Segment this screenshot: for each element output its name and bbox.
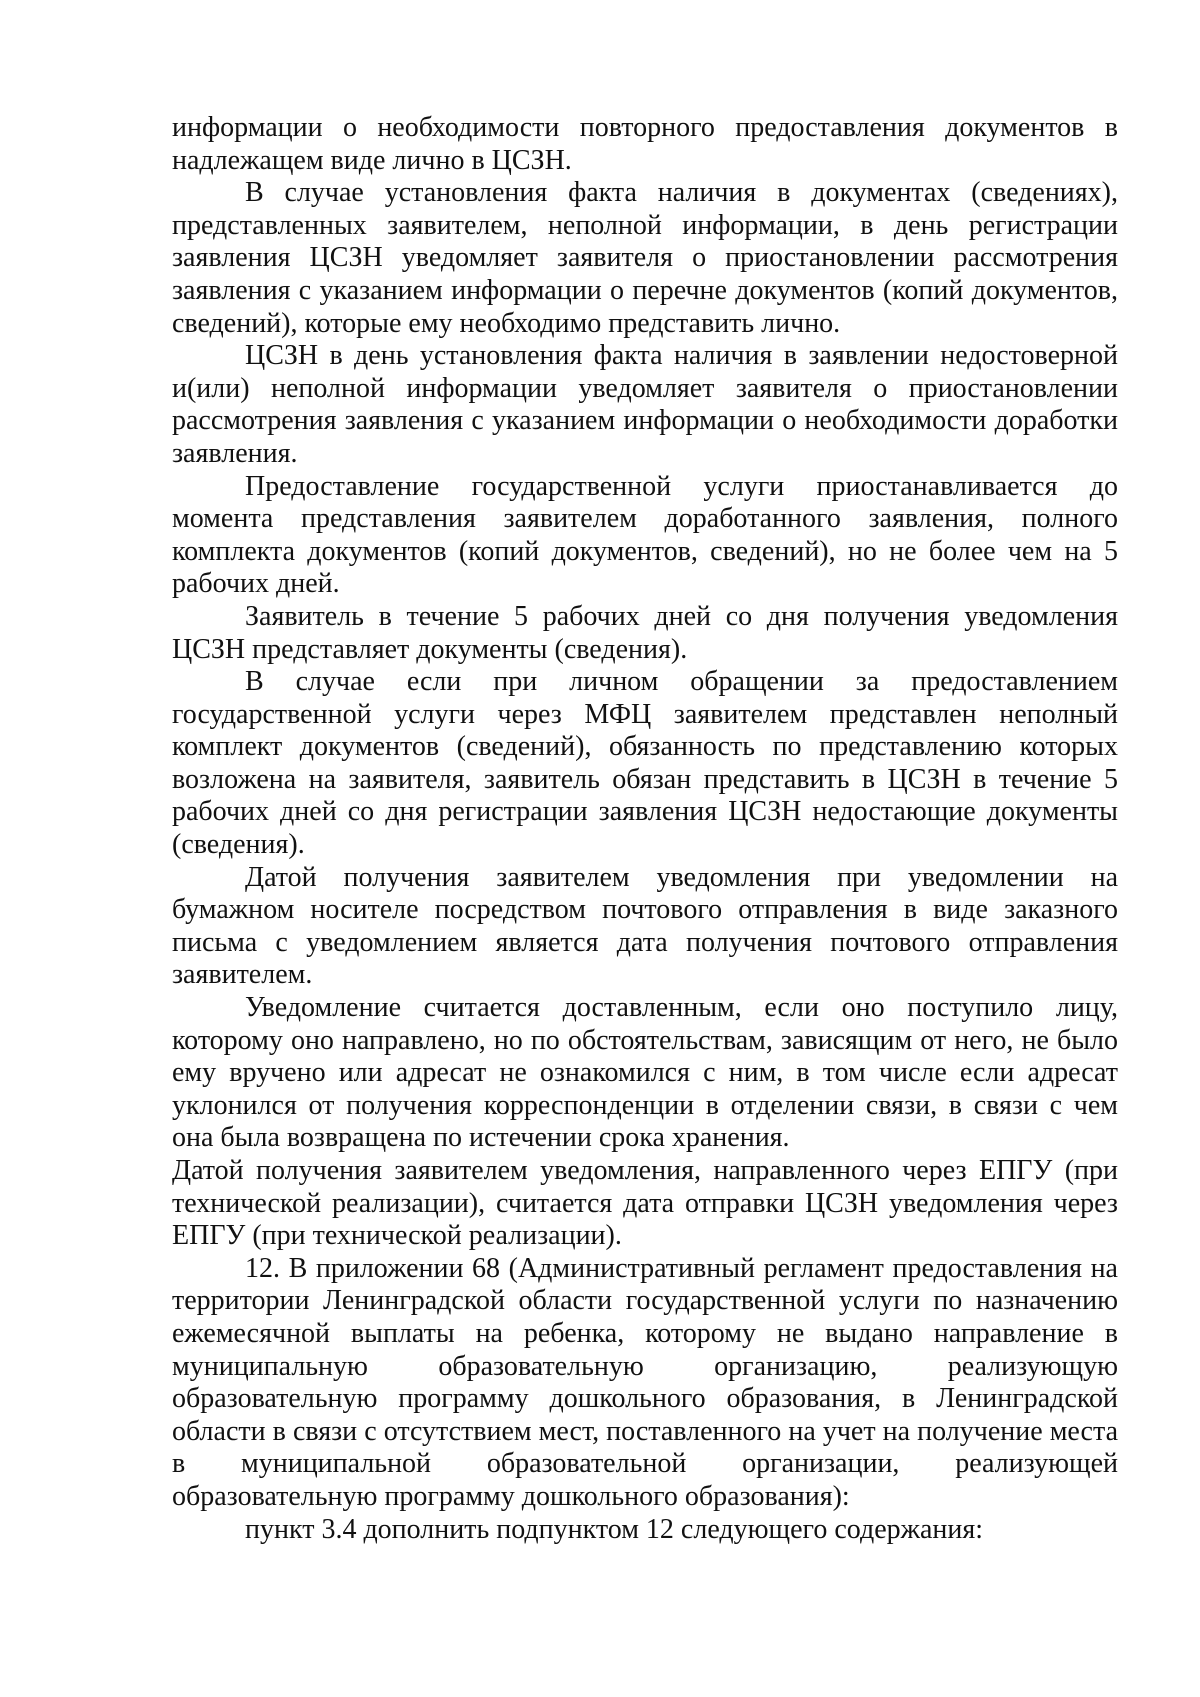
document-page bbox=[172, 112, 1118, 1546]
paragraph-unreliable-info: ЦСЗН в день установления факта наличия в заявлении недостоверной и(или) неполной информации уведомляет заявителя о приостановлении рассмотрения заявления с указанием информации о необходимости доработки заявления. bbox=[172, 340, 1118, 469]
paragraph-notice-delivered: Уведомление считается доставленным, если оно поступило лицу, которому оно направлено, но по обстоятельствам, зависящим от него, не было ему вручено или адресат не ознакомился с ним, в том числе если адресат уклонился от получения корреспонденции в отделении связи, в связи с чем она была возвращена по истечении срока хранения. bbox=[172, 992, 1118, 1154]
paragraph-clause-3-4: пункт 3.4 дополнить подпунктом 12 следующего содержания: bbox=[245, 1513, 984, 1545]
paragraph-paper-notice-date: Датой получения заявителем уведомления при уведомлении на бумажном носителе посредством почтового отправления в виде заказного письма с уведомлением является дата получения почтового отправления заявителем. bbox=[172, 861, 1118, 991]
paragraph-epgu-notice-date: Датой получения заявителем уведомления, направленного через ЕПГУ (при технической реализации), считается дата отправки ЦСЗН уведомления через ЕПГУ (при технической реализации). bbox=[172, 1155, 1118, 1252]
paragraph-suspension: Предоставление государственной услуги приостанавливается до момента представления заявителем доработанного заявления, полного комплекта документов (копий документов, сведений), но не более чем на 5 рабочих дней. bbox=[172, 470, 1118, 600]
paragraph-applicant-deadline: Заявитель в течение 5 рабочих дней со дня получения уведомления ЦСЗН представляет документы (сведения). bbox=[172, 600, 1118, 665]
paragraph-incomplete-info: В случае установления факта наличия в документах (сведениях), представленных заявителем, неполной информации, в день регистрации заявления ЦСЗН уведомляет заявителя о приостановлении рассмотрения заявления с указанием информации о перечне документов (копий документов, сведений), которые ему необходимо представить лично. bbox=[172, 177, 1118, 339]
paragraph-mfc-case: В случае если при личном обращении за предоставлением государственной услуги через МФЦ заявителем представлен неполный комплект документов (сведений), обязанность по представлению которых возложена на заявителя, заявитель обязан представить в ЦСЗН в течение 5 рабочих дней со дня регистрации заявления ЦСЗН недостающие документы (сведения). bbox=[172, 666, 1118, 861]
paragraph-continuation: информации о необходимости повторного предоставления документов в надлежащем виде лично в ЦСЗН. bbox=[172, 112, 1118, 176]
paragraph-item-12: 12. В приложении 68 (Административный регламент предоставления на территории Ленинградской области государственной услуги по назначению ежемесячной выплаты на ребенка, которому не выдано направление в муниципальную образовательную организацию, реализующую образовательную программу дошкольного образования, в Ленинградской области в связи с отсутствием мест, поставленного на учет на получение места в муниципальной образовательной организации, реализующей образовательную программу дошкольного образования): bbox=[172, 1252, 1118, 1512]
